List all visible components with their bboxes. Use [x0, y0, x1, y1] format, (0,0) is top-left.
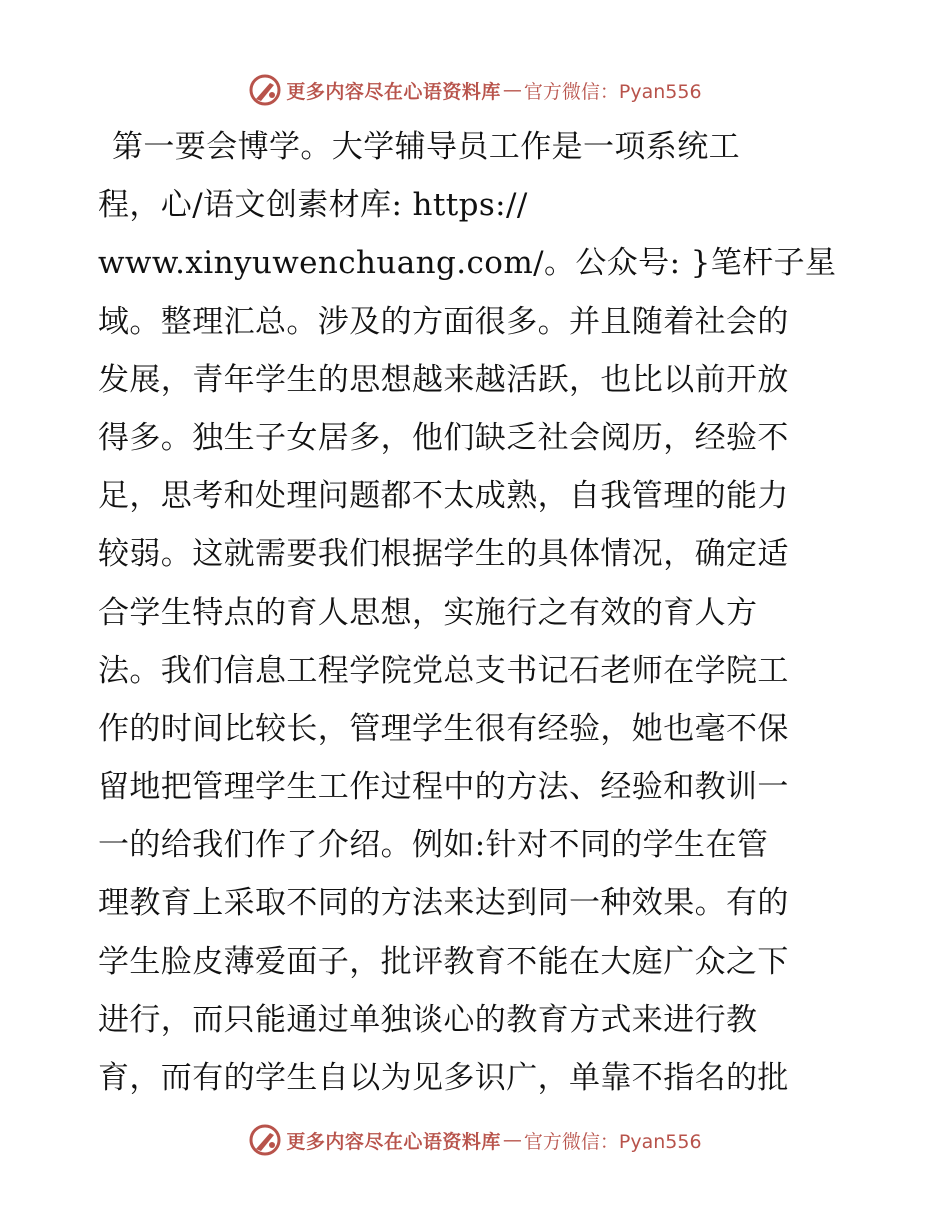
- text-line: 育，而有的学生自以为见多识广，单靠不指名的批: [98, 1060, 789, 1096]
- text-line: 合学生特点的育人思想，实施行之有效的育人方: [98, 594, 758, 631]
- text-line: 一的给我们作了介绍。例如:针对不同的学生在管: [98, 827, 769, 864]
- text-line: 法。我们信息工程学院党总支书记石老师在学院工: [98, 652, 789, 689]
- text-line: 理教育上采取不同的方法来达到同一种效果。有的: [98, 885, 789, 922]
- text-line: 留地把管理学生工作过程中的方法、经验和教训一: [98, 769, 789, 806]
- text-line: 程，心/语文创素材库: https://: [98, 187, 528, 224]
- document-body: [98, 118, 868, 1107]
- footer-watermark: [0, 1120, 950, 1160]
- header-watermark: [0, 70, 950, 110]
- text-line: 域。整理汇总。涉及的方面很多。并且随着社会的: [98, 303, 789, 340]
- text-line: 得多。独生子女居多，他们缺乏社会阅历，经验不: [98, 419, 789, 456]
- text-line: 进行，而只能通过单独谈心的教育方式来进行教: [98, 1001, 758, 1038]
- text-line: 作的时间比较长，管理学生很有经验，她也毫不保: [98, 710, 789, 747]
- text-line: 较弱。这就需要我们根据学生的具体情况，确定适: [98, 536, 789, 573]
- text-line: 发展，青年学生的思想越来越活跃，也比以前开放: [98, 361, 789, 398]
- text-line: 第一要会博学。大学辅导员工作是一项系统工: [112, 129, 740, 165]
- footer-watermark-wechat: 官方微信：Pyan556: [523, 1130, 702, 1153]
- header-watermark-text: 更多内容尽在心语资料库: [286, 80, 501, 103]
- text-line: www.xinyuwenchuang.com/。公众号: }笔杆子星: [98, 245, 837, 282]
- header-watermark-wechat: 官方微信：Pyan556: [523, 80, 702, 103]
- text-line: 学生脸皮薄爱面子，批评教育不能在大庭广众之下: [98, 943, 789, 980]
- footer-watermark-text: 更多内容尽在心语资料库: [286, 1130, 501, 1153]
- brush-logo-icon: [248, 73, 282, 107]
- header-watermark-dash: —: [502, 79, 522, 101]
- footer-watermark-dash: —: [502, 1129, 522, 1151]
- brush-logo-icon: [248, 1123, 282, 1157]
- text-line: 足，思考和处理问题都不太成熟，自我管理的能力: [98, 478, 789, 515]
